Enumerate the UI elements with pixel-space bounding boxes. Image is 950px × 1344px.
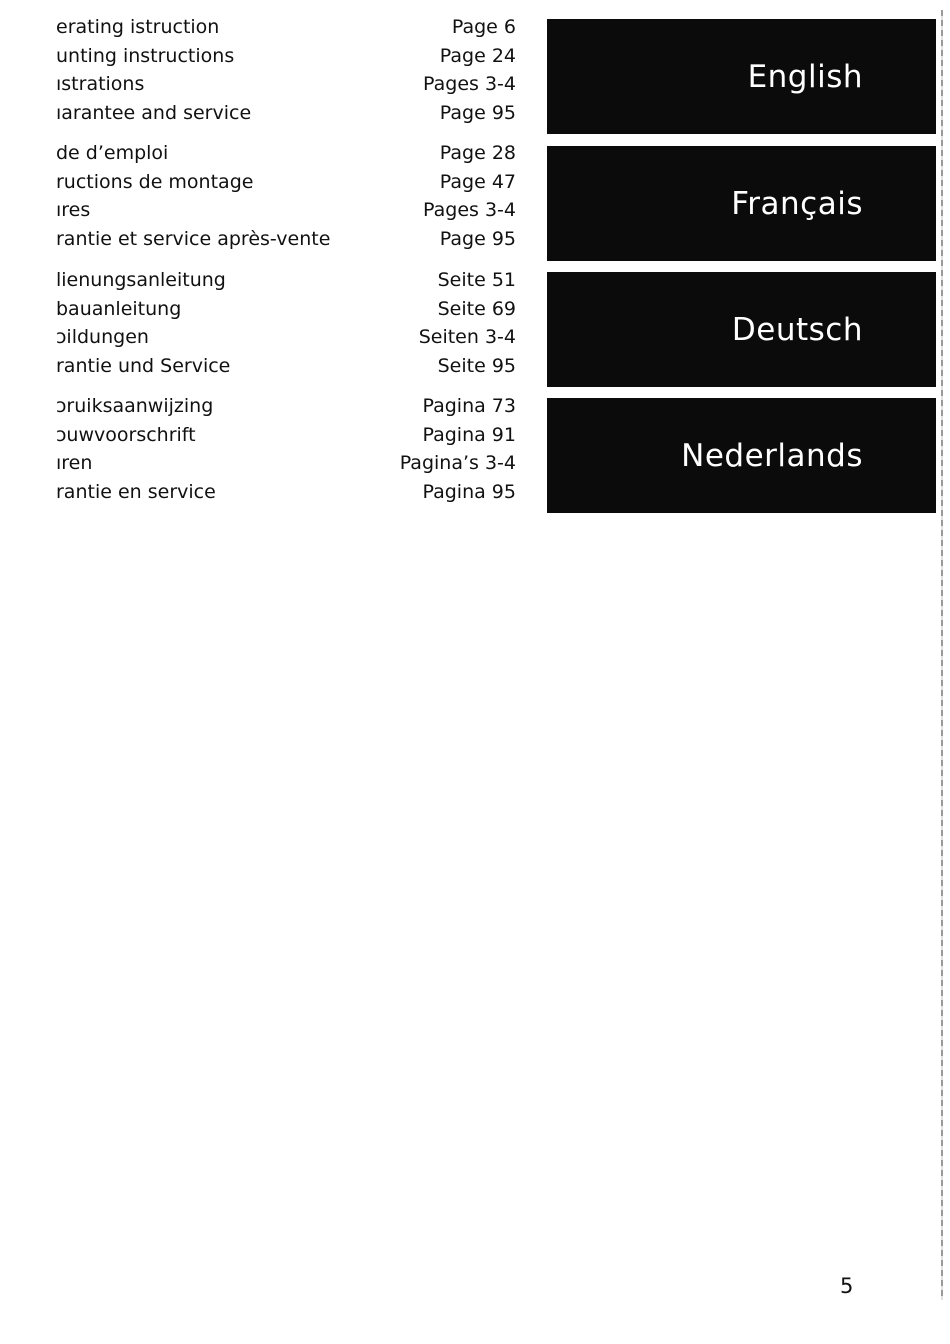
toc-entry-title: de d’emploi bbox=[56, 142, 169, 164]
toc-entry-page: Pages 3-4 bbox=[423, 73, 516, 96]
toc-row[interactable] bbox=[56, 13, 516, 42]
toc-row[interactable] bbox=[56, 266, 516, 295]
toc-row[interactable] bbox=[56, 392, 516, 421]
toc-section-english bbox=[56, 13, 516, 128]
toc-row[interactable] bbox=[56, 70, 516, 99]
toc-row[interactable] bbox=[56, 323, 516, 352]
language-tab-francais[interactable] bbox=[547, 146, 936, 261]
toc-row[interactable] bbox=[56, 421, 516, 450]
language-tab-nederlands[interactable] bbox=[547, 398, 936, 513]
toc-entry-page: Page 6 bbox=[451, 16, 516, 38]
toc-entry-title: unting instructions bbox=[56, 44, 235, 67]
page-edge-line bbox=[941, 10, 943, 1300]
toc-row[interactable] bbox=[56, 478, 516, 507]
toc-entry-title: ructions de montage bbox=[56, 170, 254, 193]
toc-entry-page: Page 28 bbox=[439, 142, 516, 164]
toc-entry-page: Pagina’s 3-4 bbox=[399, 452, 516, 475]
toc-entry-page: Pagina 73 bbox=[422, 395, 516, 417]
toc-section-nederlands bbox=[56, 392, 516, 507]
toc-entry-page: Page 95 bbox=[439, 228, 516, 251]
toc-entry-title: ɔruiksaanwijzing bbox=[56, 395, 214, 417]
toc-entry-page: Page 24 bbox=[439, 44, 516, 67]
toc-entry-title: bauanleitung bbox=[56, 297, 182, 320]
toc-entry-title: ıren bbox=[56, 452, 93, 475]
toc-entry-title: lienungsanleitung bbox=[56, 269, 226, 291]
toc-entry-title: ɔildungen bbox=[56, 326, 149, 349]
toc-entry-page: Seite 69 bbox=[437, 297, 516, 320]
toc-entry-page: Pagina 91 bbox=[422, 423, 516, 446]
page-number: 5 bbox=[840, 1274, 854, 1298]
toc-entry-title: ɔuwvoorschrift bbox=[56, 423, 196, 446]
toc-row[interactable] bbox=[56, 196, 516, 225]
toc-entry-page: Seite 95 bbox=[437, 355, 516, 378]
toc-row[interactable] bbox=[56, 225, 516, 254]
toc-entry-title: rantie et service après-vente bbox=[56, 228, 331, 251]
toc-row[interactable] bbox=[56, 295, 516, 324]
toc-entry-title: erating istruction bbox=[56, 16, 220, 38]
language-tab-deutsch[interactable] bbox=[547, 272, 936, 387]
toc-entry-title: rantie en service bbox=[56, 481, 216, 504]
toc-entry-page: Pagina 95 bbox=[422, 481, 516, 504]
language-tab-label: Français bbox=[731, 185, 863, 222]
toc-entry-page: Seite 51 bbox=[437, 269, 516, 291]
toc-row[interactable] bbox=[56, 449, 516, 478]
toc-entry-page: Page 47 bbox=[439, 170, 516, 193]
toc-entry-title: rantie und Service bbox=[56, 355, 231, 378]
toc-entry-title: ıarantee and service bbox=[56, 102, 252, 125]
toc-entry-page: Seiten 3-4 bbox=[418, 326, 516, 349]
language-tab-label: Nederlands bbox=[681, 437, 863, 474]
language-tab-label: Deutsch bbox=[731, 311, 863, 348]
language-tab-english[interactable] bbox=[547, 19, 936, 134]
toc-section-deutsch bbox=[56, 266, 516, 381]
toc-row[interactable] bbox=[56, 99, 516, 128]
language-tab-label: English bbox=[747, 58, 863, 95]
toc-row[interactable] bbox=[56, 352, 516, 381]
toc-entry-title: ıres bbox=[56, 199, 91, 222]
toc-row[interactable] bbox=[56, 168, 516, 197]
toc-entry-page: Page 95 bbox=[439, 102, 516, 125]
toc-section-francais bbox=[56, 139, 516, 254]
toc-entry-page: Pages 3-4 bbox=[423, 199, 516, 222]
toc-row[interactable] bbox=[56, 139, 516, 168]
toc-row[interactable] bbox=[56, 42, 516, 71]
toc-entry-title: ıstrations bbox=[56, 73, 145, 96]
